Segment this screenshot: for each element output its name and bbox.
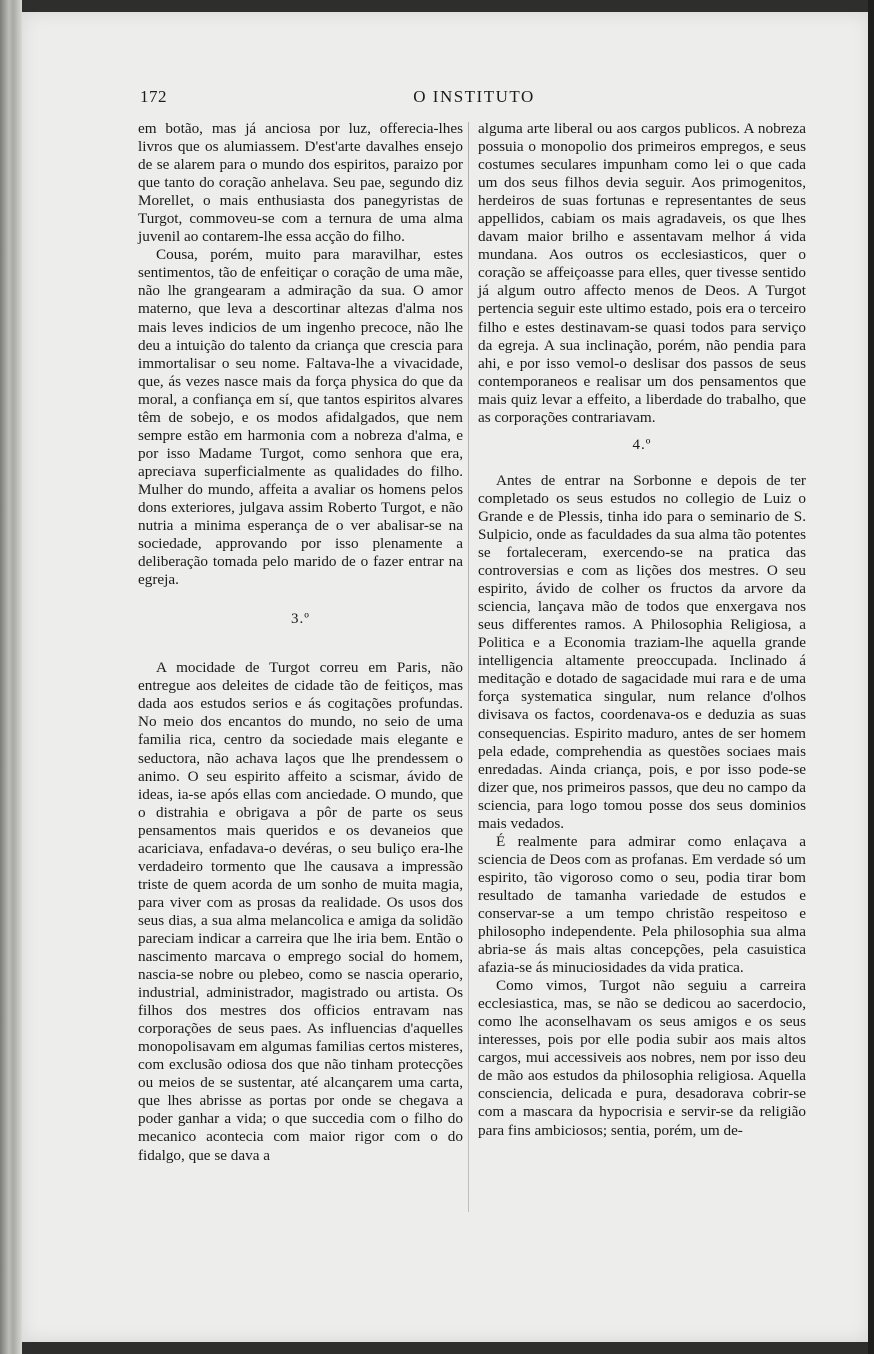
right-paragraph-1: alguma arte liberal ou aos cargos publicos. A nobreza possuia o monopolio dos primeiros empregos, e seus costumes seculares impunham como lei o que cada um dos seus filhos devia seguir. Aos primogenitos, herdeiros de suas fortunas e representantes de seus appellidos, cabiam os mais agradaveis, os que lhes davam maior brilho e assentavam melhor á vida mundana. Aos outros os ecclesiasticos, quer o coração se affeiçoasse para elles, quer tivesse sentido já algum outro affecto menos de Deos. A Turgot pertencia seguir este ultimo estado, pois era o terceiro filho e estes destinavam-se quasi todos para serviço da egreja. A sua inclinação, porém, não pendia para ahi, e por isso vemol-o deslisar dos passos de seus contemporaneos e realisar um dos pensamentos que mais quiz levar a effeito, a liberdade do trabalho, que as corporações contrariavam. xyxy=(478,120,806,426)
running-title: O INSTITUTO xyxy=(413,87,535,106)
page-header xyxy=(140,87,808,111)
left-column xyxy=(138,120,463,1165)
right-column xyxy=(478,120,806,1140)
left-paragraph-2: Cousa, porém, muito para maravilhar, estes sentimentos, tão de enfeitiçar o coração de uma mãe, não lhe grangearam a admiração da sua. O amor materno, que leva a descortinar altezas d'alma nos mais leves indicios de um ingenho precoce, não lhe deu a intuição do talento da criança que crescia para immortalisar o seu nome. Faltava-lhe a vivacidade, que, ás vezes nasce mais da força physica do que da moral, a confiança em sí, que tantos espiritos alvares têm de sobejo, e os modos afidalgados, que nem sempre estão em harmonia com a nobreza d'alma, e por isso Madame Turgot, como senhora que era, apreciava superficialmente as qualidades do filho. Mulher do mundo, affeita a avaliar os homens pelos dons exteriores, julgava assim Roberto Turgot, e não nutria a minima esperança de o ver abalisar-se na sociedade, approvando por isso plenamente a deliberação tomada pelo marido de o fazer entrar na egreja. xyxy=(138,246,463,589)
right-paragraph-2: Antes de entrar na Sorbonne e depois de ter completado os seus estudos no collegio de Luiz o Grande e de Plessis, tinha ido para o seminario de S. Sulpicio, onde as faculdades da sua alma tão potentes se fortaleceram, exercendo-se na pratica das controversias e com as lições dos mestres. O seu espirito, ávido de colher os fructos da arvore da sciencia, lançava mão de todos que enxergava nos seus differentes ramos. A Philosophia Religiosa, a Politica e a Economia traziam-lhe aquella grande intelligencia altamente preoccupada. Inclinado á meditação e dotado de sagacidade mui rara e de uma força systematica singular, num relance d'olhos divisava os factos, coordenava-os e deduzia as suas consequencias. Espirito maduro, antes de ser homem pela edade, comprehendia as questões sociaes mais enredadas. Ainda criança, pois, e por isso pode-se dizer que, nos primeiros passos, que deu no campo da sciencia, para logo tomou posse dos seus dominios mais vedados. xyxy=(478,471,806,832)
right-paragraph-3: É realmente para admirar como enlaçava a sciencia de Deos com as profanas. Em verdade só um espirito, tão vigoroso como o seu, podia tirar bom resultado de tamanha variedade de estudos e conservar-se a um tempo christão respeitoso e philosopho independente. Pela philosophia sua alma abria-se ás mais altas concepções, pela casuistica afazia-se ás minuciosidades da vida pratica. xyxy=(478,832,806,977)
page-number: 172 xyxy=(140,87,167,106)
section-heading-4: 4.º xyxy=(632,436,652,453)
column-divider xyxy=(468,122,469,1212)
binding-edge xyxy=(0,0,22,1354)
page-edge-shadow xyxy=(868,0,874,1354)
left-paragraph-1: em botão, mas já anciosa por luz, offerecia-lhes livros que os alumiassem. D'est'arte davalhes ensejo de se alarem para o mundo dos espiritos, paraizo por que tanto do coração anhelava. Seu pae, segundo diz Morellet, o mais enthusiasta dos panegyristas de Turgot, commoveu-se com a ternura de uma alma juvenil ao contarem-lhe essa acção do filho. xyxy=(138,120,463,246)
right-paragraph-4: Como vimos, Turgot não seguiu a carreira ecclesiastica, mas, se não se dedicou ao sacerdocio, como lhe aconselhavam os seus amigos e os seus interesses, pois por elle podia subir aos mais altos cargos, mui accessiveis aos nobres, nem por isso deu de mão aos estudos da philosophia religiosa. Aquella consciencia, delicada e pura, desadorava cobrir-se com a mascara da hypocrisia e servir-se da religião para fins ambiciosos; sentia, porém, um de- xyxy=(478,977,806,1139)
left-paragraph-3: A mocidade de Turgot correu em Paris, não entregue aos deleites de cidade tão de feitiços, mas dada aos estudos serios e ás cogitações profundas. No meio dos encantos do mundo, no seio de uma familia rica, centro da sociedade mais elegante e seductora, não achava laços que lhe prendessem o animo. O seu espirito affeito a scismar, ávido de ideas, ia-se após ellas com anciedade. O mundo, que o distrahia e obrigava a pôr de parte os seus pensamentos mais queridos e os devaneios que acariciava, enfadava-o devéras, o seu buliço era-lhe verdadeiro tormento que lhe causava a impressão triste de quem acorda de um sonho de muita magia, para viver com as prosas da realidade. Os usos dos seus dias, a sua alma melancolica e amiga da solidão pareciam indicar a carreira que lhe iria bem. Então o nascimento marcava o emprego social do homem, nascia-se nobre ou plebeo, como se nascia operario, industrial, administrador, magistrado ou artista. Os filhos dos mestres dos officios entravam nas corporações de seus paes. As influencias d'aquelles monopolisavam em algumas familias certos misteres, com exclusão odiosa dos que não tinham protecções ou meios de se sustentar, até alcançarem uma carta, que lhes abrisse as portas por onde se chegava a poder ganhar a vida; o que succedia com o filho do mecanico acontecia com maior rigor com o do fidalgo, que se dava a xyxy=(138,659,463,1164)
section-heading-3: 3.º xyxy=(291,611,310,628)
